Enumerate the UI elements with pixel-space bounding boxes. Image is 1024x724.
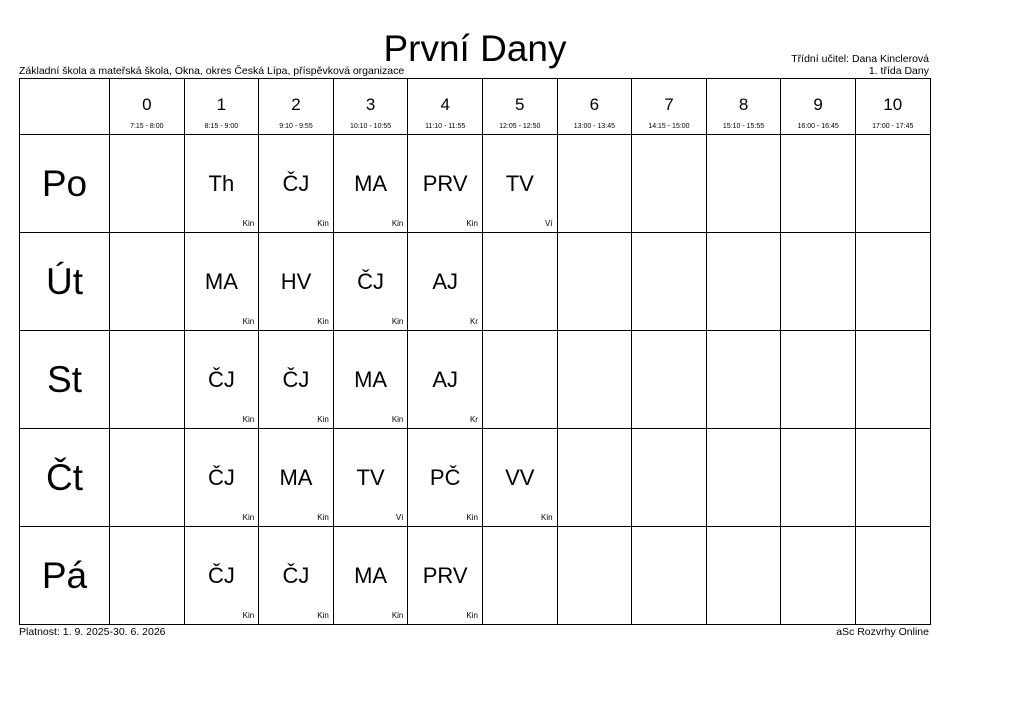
lesson-subject: AJ — [432, 367, 459, 392]
day-row — [20, 331, 931, 429]
class-name: 1. třída Dany — [868, 65, 929, 77]
lesson-cell — [632, 331, 707, 429]
period-header-8 — [706, 79, 781, 135]
day-cell — [20, 527, 110, 625]
lesson-teacher: Kin — [317, 219, 329, 228]
day-row — [20, 233, 931, 331]
lesson-cell — [632, 527, 707, 625]
lesson-teacher: Kin — [317, 611, 329, 620]
period-header-row — [20, 79, 931, 135]
period-header-2 — [259, 79, 334, 135]
timetable — [19, 78, 931, 625]
lesson-teacher: Kr — [469, 317, 478, 326]
lesson-cell — [110, 331, 185, 429]
lesson-cell — [557, 233, 632, 331]
lesson-subject: ČJ — [282, 563, 310, 588]
lesson-subject: ČJ — [282, 171, 310, 196]
period-time: 13:00 - 13:45 — [573, 123, 615, 130]
lesson-cell — [110, 233, 185, 331]
lesson-teacher: Kin — [242, 513, 255, 522]
lesson-cell — [482, 135, 557, 233]
period-time: 12:05 - 12:50 — [499, 123, 541, 130]
lesson-subject: HV — [280, 269, 312, 294]
lesson-cell — [259, 429, 334, 527]
lesson-cell — [184, 527, 259, 625]
period-header-10 — [855, 79, 930, 135]
period-header-4 — [408, 79, 483, 135]
lesson-cell — [781, 331, 856, 429]
lesson-teacher: Kin — [242, 415, 255, 424]
lesson-teacher: Kr — [469, 415, 478, 424]
lesson-cell — [482, 331, 557, 429]
lesson-cell — [482, 527, 557, 625]
lesson-subject: ČJ — [207, 367, 235, 392]
period-header-9 — [781, 79, 856, 135]
period-time: 7:15 - 8:00 — [130, 123, 164, 130]
day-name: Pá — [41, 555, 88, 596]
lesson-cell — [557, 331, 632, 429]
lesson-subject: ČJ — [207, 465, 235, 490]
lesson-cell — [706, 135, 781, 233]
lesson-teacher: Kin — [391, 415, 404, 424]
lesson-teacher: Kin — [317, 415, 329, 424]
period-number: 5 — [515, 95, 525, 114]
lesson-subject: PRV — [422, 563, 468, 588]
day-name: Út — [46, 261, 83, 302]
lesson-teacher: Kin — [242, 219, 255, 228]
period-header-7 — [632, 79, 707, 135]
lesson-cell — [482, 429, 557, 527]
day-row — [20, 527, 931, 625]
period-header-3 — [333, 79, 408, 135]
school-name: Základní škola a mateřská škola, Okna, okres Česká Lípa, příspěvková organizace — [19, 65, 405, 77]
lesson-subject: TV — [505, 171, 534, 196]
lesson-subject: PČ — [429, 465, 461, 490]
period-time: 16:00 - 16:45 — [797, 123, 839, 130]
lesson-cell — [706, 429, 781, 527]
lesson-cell — [706, 233, 781, 331]
class-teacher: Třídní učitel: Dana Kinclerová — [791, 53, 929, 65]
lesson-teacher: Kin — [541, 513, 553, 522]
lesson-subject: TV — [356, 465, 385, 490]
lesson-cell — [259, 233, 334, 331]
lesson-cell — [781, 429, 856, 527]
lesson-cell — [855, 233, 930, 331]
period-time: 8:15 - 9:00 — [204, 123, 239, 130]
lesson-subject: MA — [354, 367, 388, 392]
day-name: Čt — [46, 457, 83, 498]
day-row — [20, 135, 931, 233]
lesson-cell — [482, 233, 557, 331]
period-time: 11:10 - 11:55 — [425, 123, 466, 130]
lesson-cell — [855, 331, 930, 429]
day-cell — [20, 135, 110, 233]
period-time: 10:10 - 10:55 — [349, 123, 392, 130]
lesson-cell — [184, 429, 259, 527]
lesson-cell — [259, 135, 334, 233]
lesson-cell — [259, 527, 334, 625]
lesson-cell — [408, 135, 483, 233]
day-cell — [20, 233, 110, 331]
lesson-subject: ČJ — [207, 563, 235, 588]
day-cell — [20, 429, 110, 527]
lesson-cell — [557, 429, 632, 527]
period-time: 17:00 - 17:45 — [872, 123, 914, 130]
lesson-cell — [781, 527, 856, 625]
period-number: 7 — [664, 95, 674, 114]
lesson-teacher: Kin — [317, 317, 329, 326]
lesson-cell — [557, 135, 632, 233]
lesson-cell — [632, 233, 707, 331]
lesson-subject: MA — [354, 563, 388, 588]
period-time: 9:10 - 9:55 — [279, 123, 313, 130]
generator-text: aSc Rozvrhy Online — [836, 626, 929, 638]
lesson-cell — [259, 331, 334, 429]
lesson-teacher: Kin — [391, 219, 404, 228]
page-title: První Dany — [383, 28, 567, 69]
lesson-subject: AJ — [432, 269, 459, 294]
lesson-cell — [781, 233, 856, 331]
lesson-cell — [855, 429, 930, 527]
lesson-teacher: Kin — [317, 513, 329, 522]
lesson-cell — [855, 135, 930, 233]
lesson-cell — [408, 331, 483, 429]
lesson-teacher: Kin — [466, 513, 478, 522]
lesson-subject: ČJ — [357, 269, 385, 294]
lesson-cell — [110, 527, 185, 625]
lesson-cell — [184, 233, 259, 331]
lesson-teacher: Kin — [391, 611, 404, 620]
lesson-subject: VV — [505, 465, 535, 490]
lesson-subject: PRV — [422, 171, 468, 196]
lesson-cell — [781, 135, 856, 233]
lesson-cell — [333, 135, 408, 233]
period-header-0 — [110, 79, 185, 135]
lesson-cell — [333, 527, 408, 625]
lesson-cell — [184, 331, 259, 429]
lesson-cell — [706, 331, 781, 429]
lesson-cell — [408, 233, 483, 331]
lesson-teacher: Kin — [466, 611, 478, 620]
lesson-subject: MA — [204, 269, 238, 294]
day-row — [20, 429, 931, 527]
lesson-teacher: Kin — [242, 317, 255, 326]
lesson-cell — [706, 527, 781, 625]
lesson-teacher: Kin — [242, 611, 255, 620]
corner-cell — [20, 79, 110, 135]
period-number: 8 — [738, 95, 749, 114]
period-number: 1 — [216, 95, 227, 114]
period-header-5 — [482, 79, 557, 135]
period-number: 3 — [365, 95, 376, 114]
day-name: St — [47, 359, 82, 400]
lesson-cell — [855, 527, 930, 625]
lesson-cell — [333, 233, 408, 331]
lesson-cell — [408, 429, 483, 527]
lesson-subject: MA — [279, 465, 313, 490]
period-header-1 — [184, 79, 259, 135]
lesson-subject: ČJ — [282, 367, 310, 392]
lesson-cell — [184, 135, 259, 233]
lesson-teacher: Ví — [545, 219, 553, 228]
period-time: 15:10 - 15:55 — [722, 123, 765, 130]
lesson-subject: MA — [354, 171, 388, 196]
lesson-subject: Th — [208, 171, 235, 196]
lesson-cell — [632, 429, 707, 527]
period-time: 14:15 - 15:00 — [648, 123, 690, 130]
period-header-6 — [557, 79, 632, 135]
lesson-cell — [110, 429, 185, 527]
lesson-cell — [333, 331, 408, 429]
validity-text: Platnost: 1. 9. 2025-30. 6. 2026 — [19, 626, 166, 638]
lesson-teacher: Ví — [395, 513, 404, 522]
period-number: 2 — [291, 95, 301, 114]
period-number: 4 — [440, 95, 450, 114]
day-cell — [20, 331, 110, 429]
period-number: 0 — [142, 95, 152, 114]
lesson-teacher: Kin — [466, 219, 478, 228]
period-number: 10 — [883, 95, 903, 114]
lesson-cell — [632, 135, 707, 233]
lesson-cell — [110, 135, 185, 233]
lesson-cell — [557, 527, 632, 625]
period-number: 9 — [813, 95, 823, 114]
lesson-cell — [408, 527, 483, 625]
lesson-teacher: Kin — [391, 317, 404, 326]
period-number: 6 — [589, 95, 600, 114]
day-name: Po — [41, 163, 88, 204]
lesson-cell — [333, 429, 408, 527]
